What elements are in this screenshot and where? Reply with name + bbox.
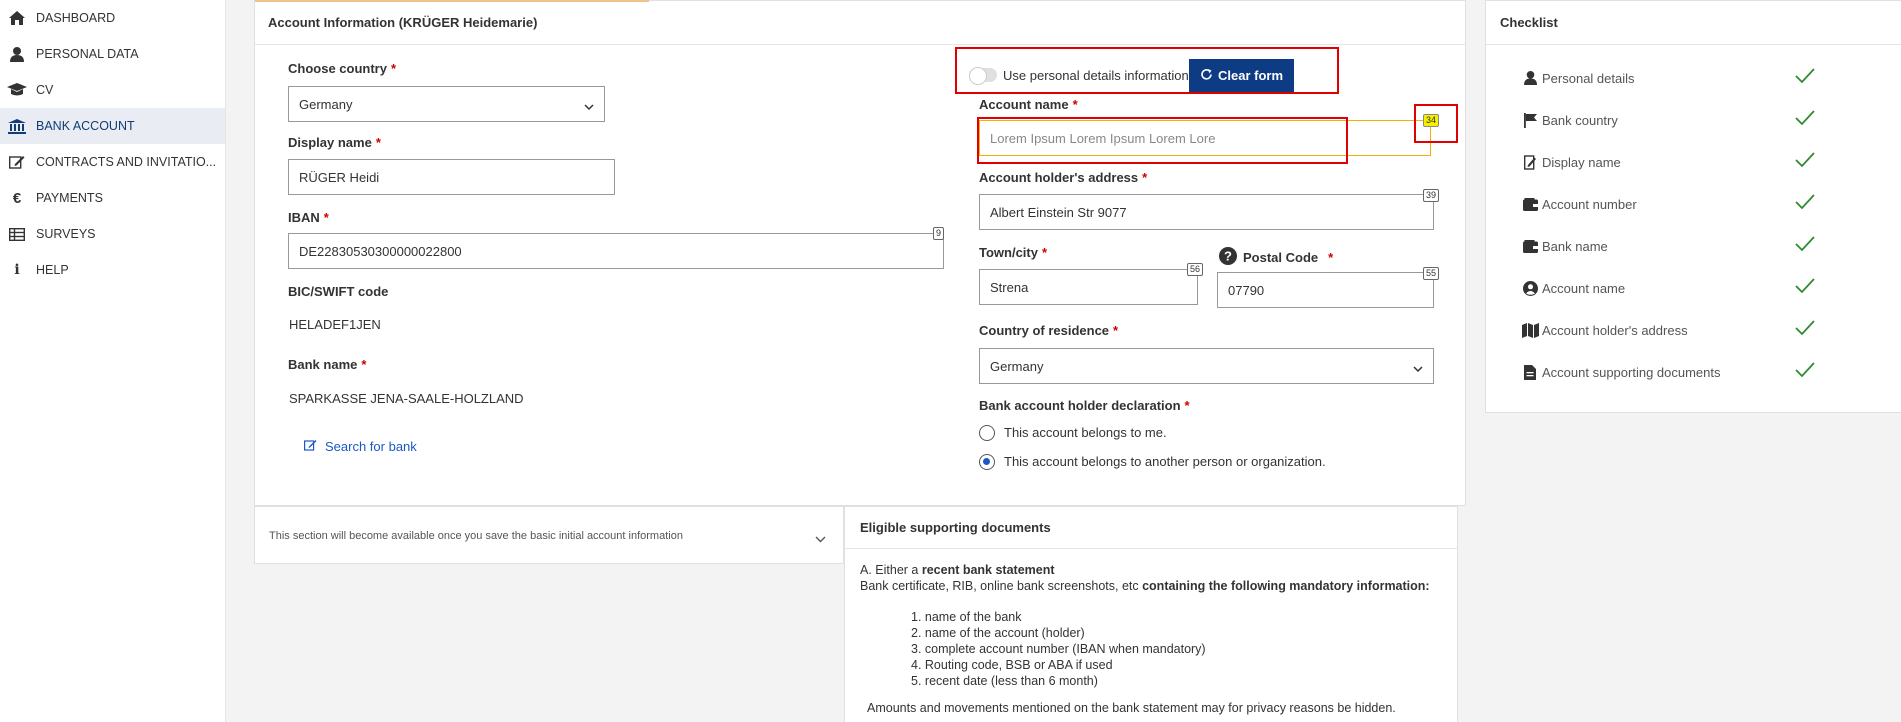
svg-text:?: ? [1224, 248, 1232, 264]
supporting-documents-title: Eligible supporting documents [845, 507, 1457, 549]
checklist-item-label: Account holder's address [1542, 322, 1688, 338]
holder-address-char-counter: 39 [1423, 189, 1439, 202]
edit-icon [304, 439, 317, 454]
graduation-cap-icon [4, 83, 30, 97]
search-bank-link[interactable] [304, 439, 417, 454]
check-icon [1795, 236, 1815, 255]
sidebar-item-help[interactable] [0, 252, 225, 288]
bank-name-value: SPARKASSE JENA-SAALE-HOLZLAND [289, 391, 524, 406]
checklist-item-holder-address [1520, 318, 1901, 342]
sidebar-item-label: BANK ACCOUNT [36, 119, 135, 133]
user-circle-icon [1520, 281, 1540, 296]
sidebar-item-contracts[interactable] [0, 144, 225, 180]
sidebar-item-label: CV [36, 83, 54, 97]
country-select-value: Germany [299, 96, 353, 112]
holder-address-input[interactable]: Albert Einstein Str 9077 [979, 194, 1434, 230]
wallet-icon [1520, 198, 1540, 211]
declaration-radio-me[interactable] [979, 425, 995, 441]
file-icon [1520, 365, 1540, 380]
checklist-item-account-name [1520, 276, 1901, 300]
refresh-icon [1200, 68, 1213, 84]
euro-icon: € [12, 189, 22, 207]
home-icon [4, 11, 30, 25]
bank-icon [4, 119, 30, 134]
sidebar-item-bank-account[interactable] [0, 108, 225, 144]
checklist-item-account-number [1520, 192, 1901, 216]
sidebar-item-label: PERSONAL DATA [36, 47, 139, 61]
checklist-item-label: Personal details [1542, 70, 1635, 86]
chevron-down-icon [1413, 361, 1423, 376]
postal-code-label-text: Postal Code [1243, 250, 1319, 265]
iban-char-counter: 9 [933, 227, 944, 240]
list-item: 1. name of the bank [911, 610, 1022, 624]
collapsed-section[interactable] [254, 506, 844, 564]
documents-line-b: Bank certificate, RIB, online bank screenshots, etc containing the following mandatory information: [860, 579, 1430, 593]
holder-address-label: Account holder's address * [979, 170, 1148, 185]
declaration-option-me: This account belongs to me. [1004, 425, 1167, 440]
display-name-input[interactable]: RÜGER Heidi [288, 159, 615, 195]
check-icon [1795, 278, 1815, 297]
check-icon [1795, 194, 1815, 213]
sidebar-item-label: SURVEYS [36, 227, 96, 241]
checklist-item-display-name [1520, 150, 1901, 174]
user-icon [1520, 71, 1540, 85]
check-icon [1795, 68, 1815, 87]
collapsed-section-text: This section will become available once you save the basic initial account information [269, 530, 683, 542]
postal-code-label: ? Postal Code * [1219, 247, 1333, 268]
sidebar-item-payments[interactable] [0, 180, 225, 216]
use-personal-details-label: Use personal details information [1003, 68, 1189, 83]
edit-icon [4, 155, 30, 169]
use-personal-details-toggle[interactable] [969, 68, 997, 82]
sidebar-item-label: HELP [36, 263, 69, 277]
checklist-item-bank-name [1520, 234, 1901, 258]
checklist-item-supporting-documents [1520, 360, 1901, 384]
edit-file-icon [1520, 155, 1540, 170]
town-char-counter: 56 [1187, 263, 1203, 276]
list-item: 3. complete account number (IBAN when mandatory) [911, 642, 1206, 656]
chevron-down-icon[interactable] [815, 531, 826, 546]
documents-requirements-list [911, 609, 1206, 689]
wallet-icon [1520, 240, 1540, 253]
chevron-down-icon [584, 99, 594, 114]
supporting-documents-card [844, 506, 1458, 722]
checklist-item-bank-country [1520, 108, 1901, 132]
checklist-item-label: Display name [1542, 154, 1621, 170]
account-name-label: Account name * [979, 97, 1078, 112]
sidebar-item-personal-data[interactable] [0, 36, 225, 72]
sidebar-item-cv[interactable] [0, 72, 225, 108]
account-name-char-counter: 34 [1423, 114, 1439, 127]
table-icon [4, 228, 30, 241]
postal-code-input[interactable]: 07790 [1217, 272, 1434, 308]
documents-line-a: A. Either a recent bank statement [860, 563, 1055, 577]
bank-name-label: Bank name * [288, 357, 367, 372]
checklist-item-label: Account name [1542, 280, 1626, 296]
sidebar-item-surveys[interactable] [0, 216, 225, 252]
clear-form-label: Clear form [1217, 68, 1284, 83]
checklist-item-label: Bank name [1542, 238, 1608, 254]
bic-label: BIC/SWIFT code [288, 284, 389, 299]
documents-footer: Amounts and movements mentioned on the bank statement may for privacy reasons be hidden. [867, 701, 1396, 715]
declaration-option-other: This account belongs to another person or organization. [1004, 454, 1326, 469]
sidebar-item-label: PAYMENTS [36, 191, 103, 205]
declaration-label: Bank account holder declaration * [979, 398, 1190, 413]
country-label: Choose country * [288, 61, 397, 76]
card-header: Account Information (KRÜGER Heidemarie) [255, 1, 1465, 45]
search-bank-label: Search for bank [325, 439, 417, 454]
declaration-radio-other[interactable] [979, 454, 995, 470]
checklist-item-label: Account supporting documents [1542, 364, 1721, 380]
checklist-item-label: Account number [1542, 196, 1637, 212]
residence-label: Country of residence * [979, 323, 1119, 338]
residence-select-value: Germany [990, 358, 1044, 374]
check-icon [1795, 152, 1815, 171]
town-input[interactable]: Strena [979, 269, 1198, 305]
map-icon [1520, 323, 1540, 338]
town-label: Town/city * [979, 245, 1048, 260]
account-information-card [254, 0, 1466, 506]
flag-icon [1520, 113, 1540, 128]
user-icon [4, 47, 30, 62]
checklist-item-personal-details [1520, 66, 1901, 90]
bic-value: HELADEF1JEN [289, 317, 381, 332]
checklist-title: Checklist [1486, 1, 1901, 45]
sidebar [0, 0, 226, 722]
residence-select[interactable] [979, 348, 1434, 384]
clear-form-button[interactable] [1189, 59, 1294, 92]
checklist-item-label: Bank country [1542, 112, 1618, 128]
country-select[interactable] [288, 86, 605, 122]
display-name-label: Display name * [288, 135, 381, 150]
account-name-input[interactable]: Lorem Ipsum Lorem Ipsum Lorem Lore [979, 120, 1431, 156]
sidebar-item-label: DASHBOARD [36, 11, 116, 25]
iban-label: IBAN * [288, 210, 329, 225]
info-icon: i [14, 262, 20, 278]
check-icon [1795, 320, 1815, 339]
help-circle-icon[interactable] [1219, 247, 1237, 268]
check-icon [1795, 362, 1815, 381]
check-icon [1795, 110, 1815, 129]
list-item: 5. recent date (less than 6 month) [911, 674, 1098, 688]
postal-code-char-counter: 55 [1423, 267, 1439, 280]
list-item: 4. Routing code, BSB or ABA if used [911, 658, 1113, 672]
iban-input[interactable]: DE22830530300000022800 [288, 233, 944, 269]
checklist-card [1485, 0, 1901, 413]
sidebar-item-label: CONTRACTS AND INVITATIO... [36, 155, 217, 169]
list-item: 2. name of the account (holder) [911, 626, 1085, 640]
sidebar-item-dashboard[interactable] [0, 0, 225, 36]
accent-bar [255, 0, 649, 2]
